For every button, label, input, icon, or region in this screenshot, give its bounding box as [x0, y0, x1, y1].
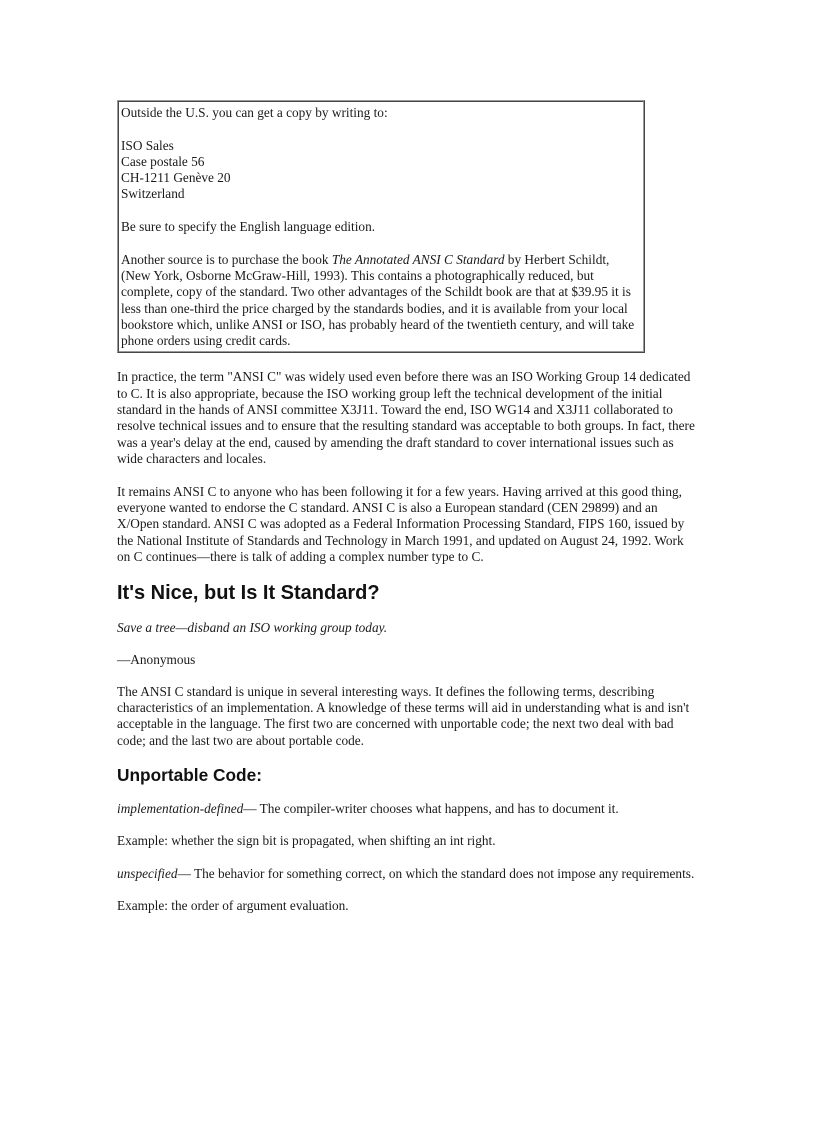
address-line: CH-1211 Genève 20: [121, 170, 231, 186]
source-body: by Herbert Schildt, (New York, Osborne McGraw-Hill, 1993). This contains a photographically reduced, but complete, copy of the standard. Two other advantages of the Schildt book are that at $39.95 it is less than one-third the price charged by the standards bodies, and it is available from your local bookstore which, unlike ANSI or ISO, has probably heard of the twentieth century, and will take phone orders using credit cards.: [121, 251, 635, 349]
book-title: The Annotated ANSI C Standard: [331, 251, 505, 267]
section-title: It's Nice, but Is It Standard?: [117, 582, 380, 605]
box-note: Be sure to specify the English language edition.: [121, 219, 376, 235]
subsection-title: Unportable Code:: [117, 765, 262, 785]
term-implementation-defined: implementation-defined: [117, 801, 244, 816]
box-source-paragraph: [121, 252, 641, 350]
box-intro: Outside the U.S. you can get a copy by writing to:: [121, 105, 388, 120]
source-lead: Another source is to purchase the book: [121, 251, 332, 267]
epigraph: [117, 620, 699, 636]
example-implementation-defined: Example: whether the sign bit is propagated, when shifting an int right.: [117, 833, 496, 849]
sidebar-box: [117, 100, 645, 353]
paragraph-unique: The ANSI C standard is unique in several interesting ways. It defines the following terms, describing characteristics of an implementation. A knowledge of these terms will aid in understanding what is and isn't acceptable in the language. The first two are concerned with unportable code; the next two deal with bad code; and the last two are about portable code.: [117, 683, 690, 748]
paragraph-practice: In practice, the term "ANSI C" was widely used even before there was an ISO Working Group 14 dedicated to C. It is also appropriate, because the ISO working group left the technical development of the initial standard in the hands of ANSI committee X3J11. Toward the end, ISO WG14 and X3J11 collaborated to resolve technical issues and to ensure that the resulting standard was acceptable to both groups. In fact, there was a year's delay at the end, caused by amending the draft standard to cover international issues such as wide characters and locales.: [117, 369, 695, 466]
definition-text: — The compiler-writer chooses what happens, and has to document it.: [243, 801, 619, 816]
example-unspecified: Example: the order of argument evaluation.: [117, 897, 349, 913]
definition-unspecified: [117, 866, 699, 882]
attribution: —Anonymous: [117, 651, 196, 667]
paragraph-remains: It remains ANSI C to anyone who has been following it for a few years. Having arrived at this good thing, everyone wanted to endorse the C standard. ANSI C is also a European standard (CEN 29899) and an X/Open standard. ANSI C was adopted as a Federal Information Processing Standard, FIPS 160, issued by the National Institute of Standards and Technology in March 1991, and updated on August 24, 1992. Work on C continues—there is talk of adding a complex number type to C.: [117, 483, 685, 564]
definition-text: — The behavior for something correct, on which the standard does not impose any requirements.: [177, 865, 695, 881]
page-content: [117, 100, 699, 914]
address-line: Switzerland: [121, 186, 185, 202]
term-unspecified: unspecified: [117, 865, 178, 881]
address-line: ISO Sales: [121, 137, 174, 153]
epigraph-text: Save a tree—disband an ISO working group today.: [117, 620, 388, 636]
address-line: Case postale 56: [121, 153, 205, 169]
definition-implementation-defined: [117, 801, 699, 817]
